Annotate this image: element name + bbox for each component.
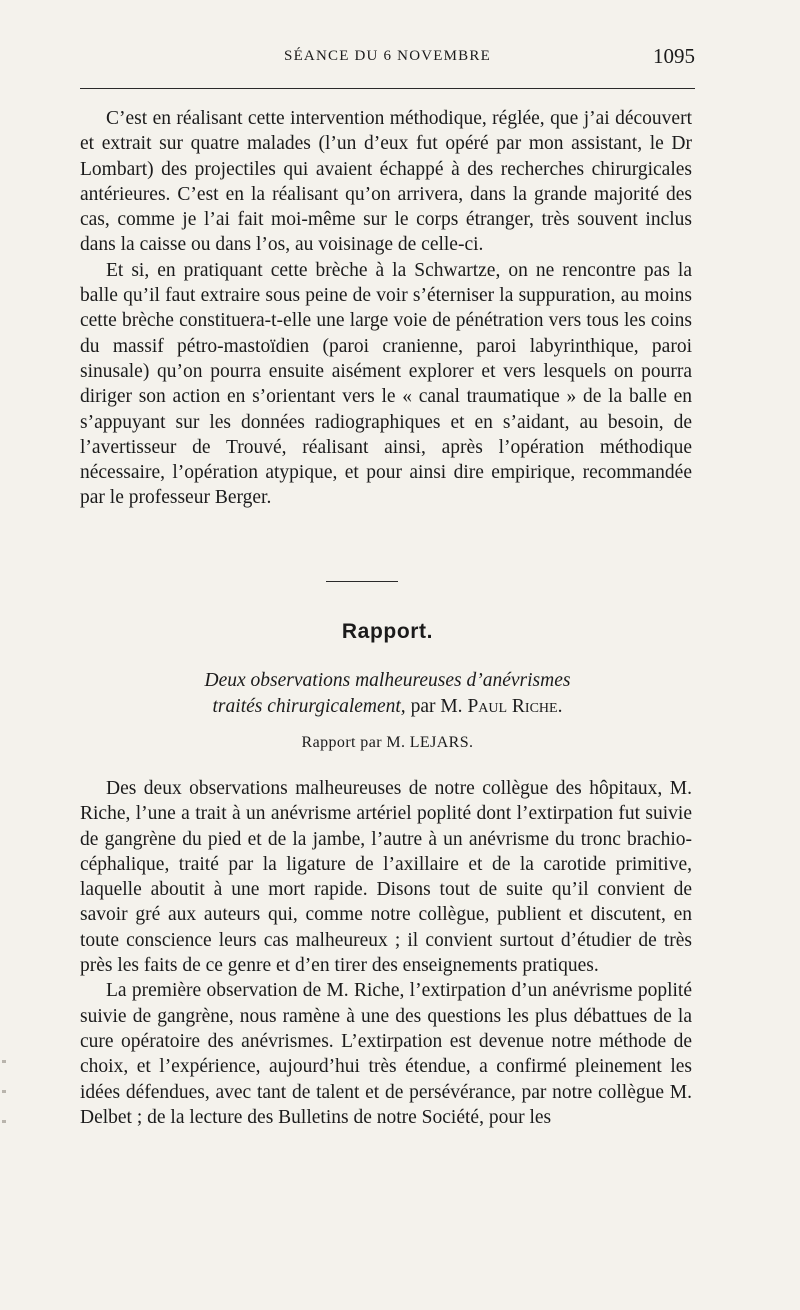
intro-text-block: [80, 106, 692, 511]
margin-speck: [2, 1120, 6, 1123]
section-heading: Rapport.: [341, 620, 434, 643]
article-title-italic-part: traités chirurgicalement,: [212, 696, 406, 717]
article-author: Paul Riche.: [467, 696, 563, 717]
rapporteur-line: Rapport par M. LEJARS.: [301, 734, 474, 751]
article-title-par: par M.: [410, 696, 463, 717]
running-head: [80, 46, 695, 76]
article-title-line-2: [80, 694, 695, 720]
paragraph: La première observation de M. Riche, l’extirpation d’un anévrisme poplité suivie de gangrène, nous ramène à une des questions les plus débattues de la cure opératoire des anévrismes. L’extirpation est devenue notre méthode de choix, et l’expérience, aujourd’hui très étendue, a confirmé pleinement les idées défendues, avec tant de talent et de persévérance, par notre collègue M. Delbet ; de la lecture des Bulletins de notre Société, pour les: [80, 980, 692, 1128]
paragraph: Des deux observations malheureuses de notre collègue des hôpitaux, M. Riche, l’une a trait à un anévrisme artériel poplité dont l’extirpation fut suivie de gangrène du pied et de la jambe, l’autre à un anévrisme du tronc brachio-céphalique, traité par la ligature de l’axillaire et de la carotide primitive, laquelle aboutit à une mort rapide. Disons tout de suite qu’il convient de savoir gré aux auteurs qui, comme notre collègue, publient et discutent, en toute conscience leurs cas malheureux ; il convient surtout d’étudier de très près les faits de ce genre et d’en tirer des enseignements pratiques.: [80, 778, 692, 977]
running-title: SÉANCE DU 6 NOVEMBRE: [284, 48, 491, 64]
article-title-line-1: Deux observations malheureuses d’anévrismes: [204, 670, 571, 691]
page-number: 1095: [653, 44, 695, 68]
margin-speck: [2, 1090, 6, 1093]
header-rule: [80, 88, 695, 89]
paragraph: C’est en réalisant cette intervention méthodique, réglée, que j’ai découvert et extrait sur quatre malades (l’un d’eux fut opéré par mon assistant, le Dr Lombart) des projectiles qui avaient échappé à des recherches chirurgicales antérieures. C’est en la réalisant qu’on arrivera, dans la grande majorité des cas, comme je l’ai fait moi-même sur le corps étranger, très souvent inclus dans la caisse ou dans l’os, au voisinage de celle-ci.: [80, 108, 692, 256]
margin-speck: [2, 1060, 6, 1063]
report-text-block: [80, 776, 692, 1130]
article-title: [80, 668, 695, 720]
paragraph: Et si, en pratiquant cette brèche à la Schwartze, on ne rencontre pas la balle qu’il faut extraire sous peine de voir s’éterniser la suppuration, au moins cette brèche constituera-t-elle une large voie de pénétration vers tous les coins du massif pétro-mastoïdien (paroi cranienne, paroi labyrinthique, paroi sinusale) qu’on pourra ensuite aisément explorer et vers lesquels on pourra diriger son action en s’orientant vers le « canal traumatique » de la balle en s’appuyant sur les données radiographiques et en s’aidant, au besoin, de l’avertisseur de Trouvé, réalisant ainsi, après l’opération méthodique nécessaire, l’opération atypique, et pour ainsi dire empirique, recommandée par le professeur Berger.: [80, 259, 692, 509]
section-divider: [326, 581, 398, 582]
